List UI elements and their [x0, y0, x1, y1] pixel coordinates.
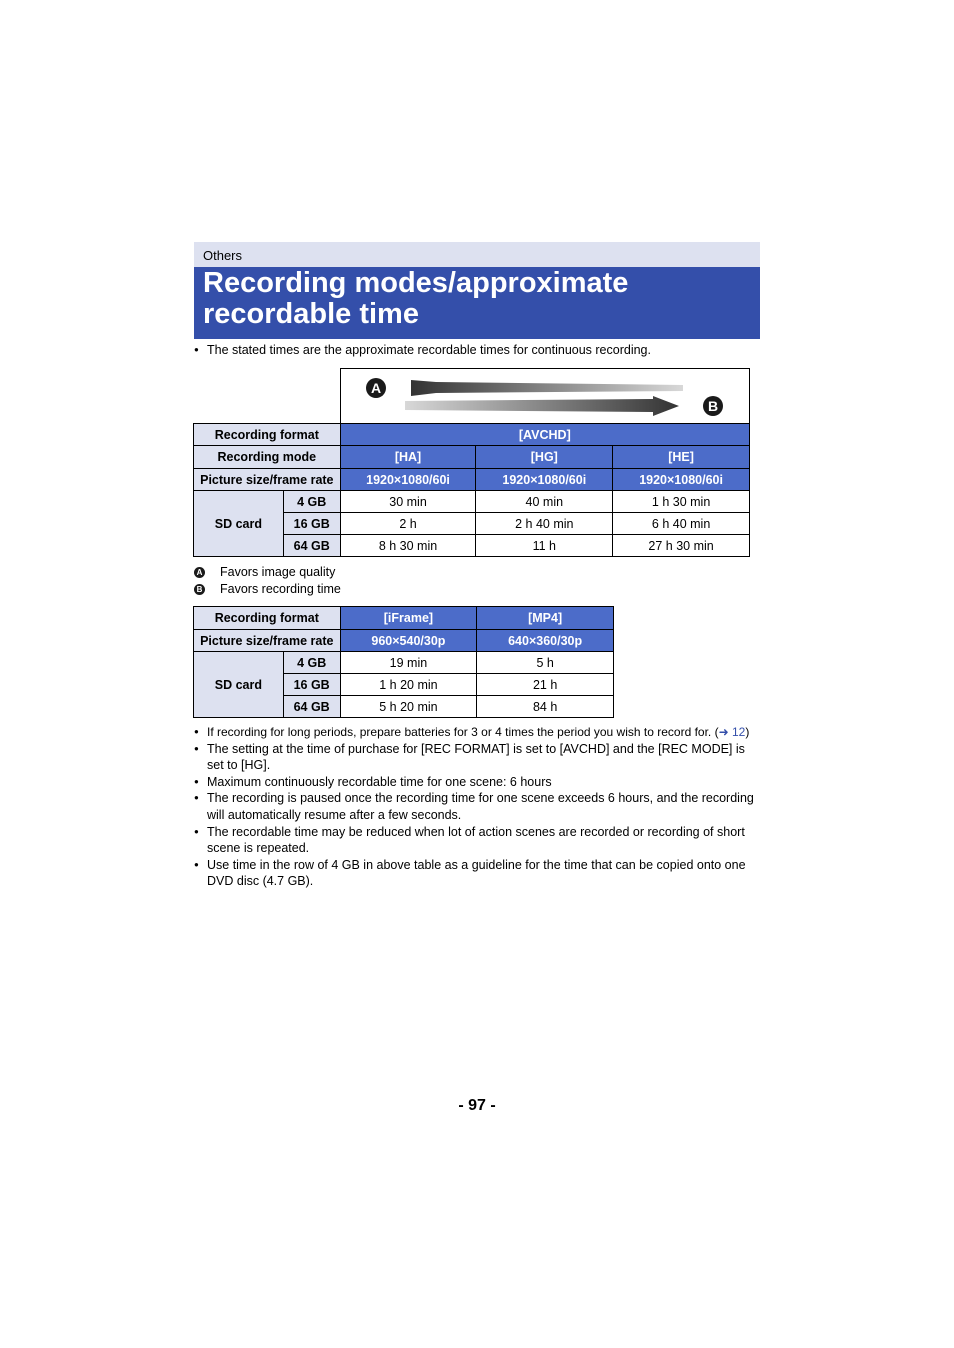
bullet-icon: ●	[194, 793, 199, 803]
bullet-icon: ●	[194, 859, 199, 869]
list-item	[194, 824, 760, 857]
page-title-line1: Recording modes/approximate	[203, 267, 629, 299]
time-cell: 5 h	[477, 652, 614, 674]
capacity-cell: 4 GB	[283, 491, 340, 513]
arrows-icon	[341, 369, 751, 424]
format-label: Recording format	[194, 424, 341, 446]
page-title-line2: recordable time	[203, 298, 419, 330]
time-cell: 2 h	[340, 513, 476, 535]
table-row	[194, 446, 750, 469]
list-item	[194, 857, 760, 890]
format-value: [AVCHD]	[340, 424, 749, 446]
capacity-cell: 16 GB	[283, 513, 340, 535]
bullet-icon: ●	[194, 727, 199, 736]
time-cell: 30 min	[340, 491, 476, 513]
table-row	[194, 469, 750, 491]
time-cell: 27 h 30 min	[613, 535, 750, 557]
legend-b-text: Favors recording time	[220, 582, 341, 596]
note-6-text: Use time in the row of 4 GB in above table as a guideline for the time that can be copied onto one DVD disc (4.7 GB).	[207, 857, 746, 889]
notes-list	[194, 724, 760, 890]
legend-a-text: Favors image quality	[220, 565, 336, 579]
mode-he: [HE]	[613, 446, 750, 469]
marker-b-icon: B	[703, 396, 723, 416]
capacity-cell: 64 GB	[283, 535, 340, 557]
capacity-cell: 4 GB	[283, 652, 340, 674]
size-value: 960×540/30p	[340, 630, 477, 652]
bullet-icon: ●	[194, 776, 199, 786]
table-row	[194, 491, 750, 513]
format-iframe: [iFrame]	[340, 607, 477, 630]
page-number: - 97 -	[458, 1097, 496, 1114]
list-item	[194, 774, 760, 791]
size-value: 640×360/30p	[477, 630, 614, 652]
card-label: SD card	[194, 491, 284, 557]
time-cell: 1 h 20 min	[340, 674, 477, 696]
page-link[interactable]: ➜ 12	[718, 725, 746, 739]
time-cell: 2 h 40 min	[476, 513, 613, 535]
time-cell: 11 h	[476, 535, 613, 557]
capacity-cell: 64 GB	[283, 696, 340, 718]
bullet-icon: ●	[194, 345, 199, 354]
list-item	[194, 741, 760, 774]
size-value: 1920×1080/60i	[613, 469, 750, 491]
format-label: Recording format	[194, 607, 341, 630]
table-row	[194, 652, 614, 674]
table-row	[194, 424, 750, 446]
bullet-icon: ●	[194, 826, 199, 836]
note-4-text: The recording is paused once the recording time for one scene exceeds 6 hours, and the recording will automatically resume after a few seconds.	[207, 791, 754, 822]
card-label: SD card	[194, 652, 284, 718]
avchd-time-table	[193, 423, 750, 557]
quality-time-arrow-diagram	[340, 368, 750, 423]
note-text	[207, 724, 749, 741]
mode-hg: [HG]	[476, 446, 613, 469]
note-2-text: The setting at the time of purchase for [REC FORMAT] is set to [AVCHD] and the [REC MODE] is set to [HG].	[207, 741, 745, 773]
note-5-text: The recordable time may be reduced when lot of action scenes are recorded or recording of short scene is repeated.	[207, 824, 745, 856]
section-label: Others	[194, 242, 760, 267]
time-cell: 84 h	[477, 696, 614, 718]
list-item	[194, 724, 760, 741]
time-cell: 40 min	[476, 491, 613, 513]
table-row	[194, 607, 614, 630]
time-cell: 21 h	[477, 674, 614, 696]
capacity-cell: 16 GB	[283, 674, 340, 696]
arrow-right-shape	[405, 396, 679, 416]
table-row	[194, 630, 614, 652]
size-value: 1920×1080/60i	[476, 469, 613, 491]
list-item	[194, 790, 760, 823]
time-cell: 1 h 30 min	[613, 491, 750, 513]
iframe-mp4-time-table	[193, 606, 614, 718]
arrow-left-shape	[411, 380, 683, 396]
note-3-text: Maximum continuously recordable time for one scene: 6 hours	[207, 774, 552, 789]
marker-a-icon: A	[366, 378, 386, 398]
page-title	[194, 267, 760, 339]
note-1-end: )	[745, 725, 750, 739]
time-cell: 8 h 30 min	[340, 535, 476, 557]
size-label: Picture size/frame rate	[194, 630, 341, 652]
bullet-icon: ●	[194, 743, 199, 753]
marker-b-icon: B	[194, 584, 205, 595]
mode-ha: [HA]	[340, 446, 476, 469]
time-cell: 19 min	[340, 652, 477, 674]
size-label: Picture size/frame rate	[194, 469, 341, 491]
marker-a-icon: A	[194, 567, 205, 578]
time-cell: 5 h 20 min	[340, 696, 477, 718]
format-mp4: [MP4]	[477, 607, 614, 630]
intro-note	[194, 342, 764, 358]
intro-text: The stated times are the approximate recordable times for continuous recording.	[207, 343, 651, 357]
time-cell: 6 h 40 min	[613, 513, 750, 535]
mode-label: Recording mode	[194, 446, 341, 469]
legend	[194, 564, 341, 598]
size-value: 1920×1080/60i	[340, 469, 476, 491]
note-1-text: If recording for long periods, prepare batteries for 3 or 4 times the period you wish to record for. (	[207, 725, 719, 739]
